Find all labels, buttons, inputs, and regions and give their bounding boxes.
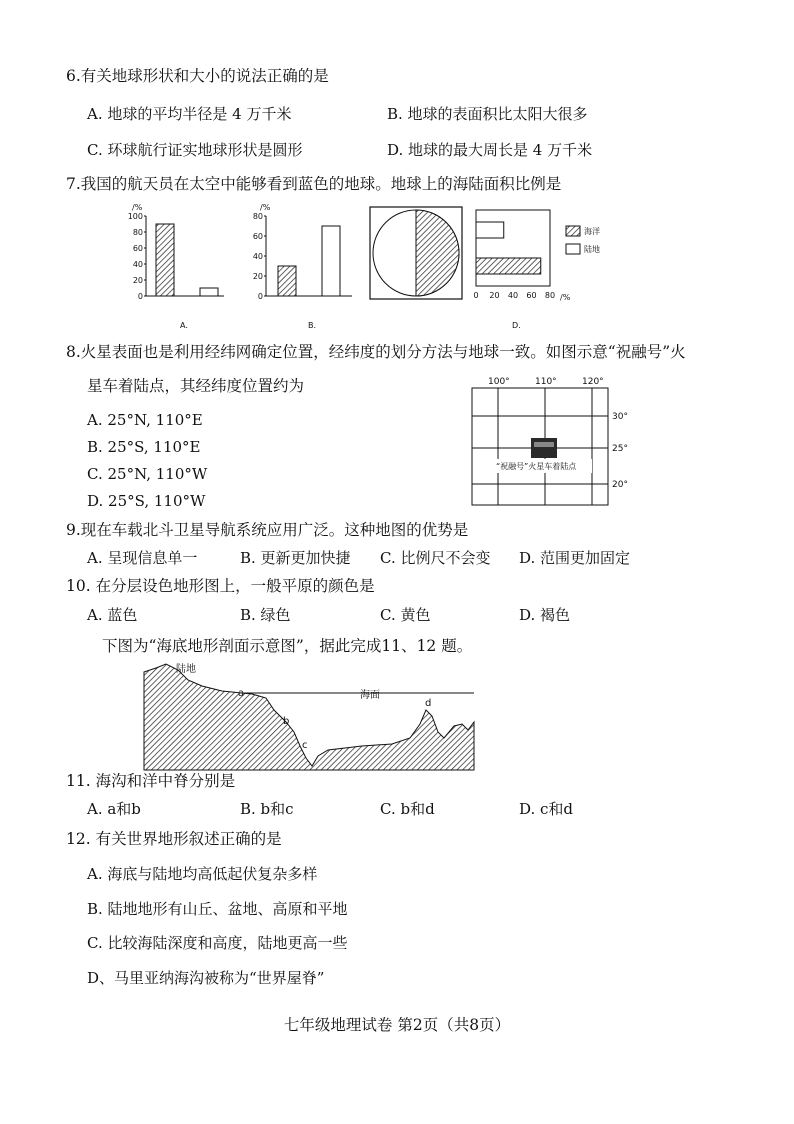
q7d-legend-sea: 海洋 xyxy=(584,227,600,236)
q8-stem-line2: 星车着陆点，其经纬度位置约为 xyxy=(87,377,305,395)
q7d-frame xyxy=(476,210,550,286)
q11-option-a[interactable]: A. a和b xyxy=(87,800,141,818)
q8-option-d[interactable]: D. 25°S, 110°W xyxy=(87,492,206,510)
q7b-ytick-0: 0 xyxy=(257,292,263,301)
label-sea-surface: 海面 xyxy=(360,690,380,701)
q7d-legend-land: 陆地 xyxy=(584,245,600,254)
q11-stem: 11. 海沟和洋中脊分别是 xyxy=(66,772,236,790)
q8-option-a[interactable]: A. 25°N, 110°E xyxy=(87,411,203,429)
q11-option-d[interactable]: D. c和d xyxy=(519,800,574,818)
q9-option-d[interactable]: D. 范围更加固定 xyxy=(519,549,631,567)
q8-lat-25: 25° xyxy=(612,444,628,454)
point-a-label: a xyxy=(238,688,245,699)
q8-lon-110: 110° xyxy=(535,377,557,387)
q7a-ytick-100: 100 xyxy=(127,212,143,221)
q7d-legend-swatch-land xyxy=(566,244,580,254)
q10-option-b[interactable]: B. 绿色 xyxy=(240,606,291,624)
q8-stem-line1: 8.火星表面也是利用经纬网确定位置，经纬度的划分方法与地球一致。如图示意“祝融号”火 xyxy=(66,343,686,361)
q7b-ytick-80: 80 xyxy=(252,212,263,221)
q7-label-d: D. xyxy=(512,321,521,330)
q6-option-d[interactable]: D. 地球的最大周长是 4 万千米 xyxy=(387,141,593,159)
q7d-xtick-40: 40 xyxy=(507,291,519,300)
q8-lat-30: 30° xyxy=(612,412,628,422)
q8-lat-20: 20° xyxy=(612,480,628,490)
q7-label-b: B. xyxy=(308,321,317,330)
q10-option-d[interactable]: D. 褐色 xyxy=(519,606,571,624)
q12-option-b[interactable]: B. 陆地地形有山丘、盆地、高原和平地 xyxy=(87,900,348,918)
q8-option-b[interactable]: B. 25°S, 110°E xyxy=(87,438,201,456)
q7d-xtick-80: 80 xyxy=(544,291,556,300)
q8-landing-site-marker xyxy=(531,438,557,458)
q6-option-b[interactable]: B. 地球的表面积比太阳大很多 xyxy=(387,105,588,123)
q12-option-a[interactable]: A. 海底与陆地均高低起伏复杂多样 xyxy=(87,865,318,883)
q7a-ytick-40: 40 xyxy=(132,260,143,269)
q7a-ylabel: /% xyxy=(132,203,143,212)
q8-lon-120: 120° xyxy=(582,377,604,387)
label-land: 陆地 xyxy=(176,664,196,675)
seabed-terrain xyxy=(144,664,474,770)
q10-stem: 10. 在分层设色地形图上，一般平原的颜色是 xyxy=(66,577,375,595)
q7d-legend-swatch-sea xyxy=(566,226,580,236)
q6-option-a[interactable]: A. 地球的平均半径是 4 万千米 xyxy=(87,105,292,123)
q10-option-c[interactable]: C. 黄色 xyxy=(380,606,431,624)
q7-chart-c[interactable] xyxy=(370,207,462,299)
q7-stem: 7.我国的航天员在太空中能够看到蓝色的地球。地球上的海陆面积比例是 xyxy=(66,175,562,193)
q9-option-b[interactable]: B. 更新更加快捷 xyxy=(240,549,351,567)
profile-intro: 下图为“海底地形剖面示意图”，据此完成11、12 题。 xyxy=(102,637,473,655)
q11-option-b[interactable]: B. b和c xyxy=(240,800,294,818)
point-d-label: d xyxy=(425,698,432,709)
q7a-ticks xyxy=(128,212,146,301)
q7-chart-d[interactable] xyxy=(472,210,602,335)
q7b-ylabel: /% xyxy=(260,203,271,212)
q7a-bar-sea xyxy=(156,224,174,296)
q7a-ytick-60: 60 xyxy=(132,244,143,253)
q7a-ytick-0: 0 xyxy=(137,292,143,301)
q8-lon-100: 100° xyxy=(488,377,510,387)
q7b-bar-land xyxy=(278,266,296,296)
q9-stem: 9.现在车载北斗卫星导航系统应用广泛。这种地图的优势是 xyxy=(66,521,469,539)
q8-landing-site-detail xyxy=(534,442,554,447)
q7d-xlabel: /% xyxy=(560,293,571,302)
point-c-label: c xyxy=(302,740,308,751)
q12-option-c[interactable]: C. 比较海陆深度和高度，陆地更高一些 xyxy=(87,934,348,952)
q8-option-c[interactable]: C. 25°N, 110°W xyxy=(87,465,208,483)
seabed-profile-figure xyxy=(142,660,482,772)
q7a-ytick-80: 80 xyxy=(132,228,143,237)
point-b-label: b xyxy=(283,716,290,727)
q7d-xtick-0: 0 xyxy=(473,291,479,300)
q9-option-a[interactable]: A. 呈现信息单一 xyxy=(87,549,198,567)
q7d-bar-sea xyxy=(476,258,541,274)
q7b-ytick-60: 60 xyxy=(252,232,263,241)
q7-chart-a[interactable] xyxy=(120,200,230,335)
q12-stem: 12. 有关世界地形叙述正确的是 xyxy=(66,830,282,848)
q7b-bar-sea xyxy=(322,226,340,296)
q7-label-a: A. xyxy=(180,321,188,330)
q6-option-c[interactable]: C. 环球航行证实地球形状是圆形 xyxy=(87,141,303,159)
q7d-ticks xyxy=(473,291,555,300)
q12-option-d[interactable]: D、马里亚纳海沟被称为“世界屋脊” xyxy=(87,969,325,987)
q6-stem: 6.有关地球形状和大小的说法正确的是 xyxy=(66,67,329,85)
q8-landing-caption: “祝融号”火星车着陆点 xyxy=(496,462,577,471)
q11-option-c[interactable]: C. b和d xyxy=(380,800,435,818)
q10-option-a[interactable]: A. 蓝色 xyxy=(87,606,138,624)
q7d-bar-land xyxy=(476,222,504,238)
q7-chart-b[interactable] xyxy=(248,200,358,335)
q7b-ytick-20: 20 xyxy=(252,272,263,281)
q7a-bar-land xyxy=(200,288,218,296)
q7d-xtick-20: 20 xyxy=(489,291,500,300)
q7a-ytick-20: 20 xyxy=(132,276,143,285)
q7b-ticks xyxy=(253,212,266,301)
q8-graticule-figure xyxy=(472,372,632,512)
page-footer: 七年级地理试卷 第2页（共8页） xyxy=(283,1016,511,1034)
q7d-xtick-60: 60 xyxy=(526,291,537,300)
q9-option-c[interactable]: C. 比例尺不会变 xyxy=(380,549,491,567)
q7b-ytick-40: 40 xyxy=(252,252,263,261)
